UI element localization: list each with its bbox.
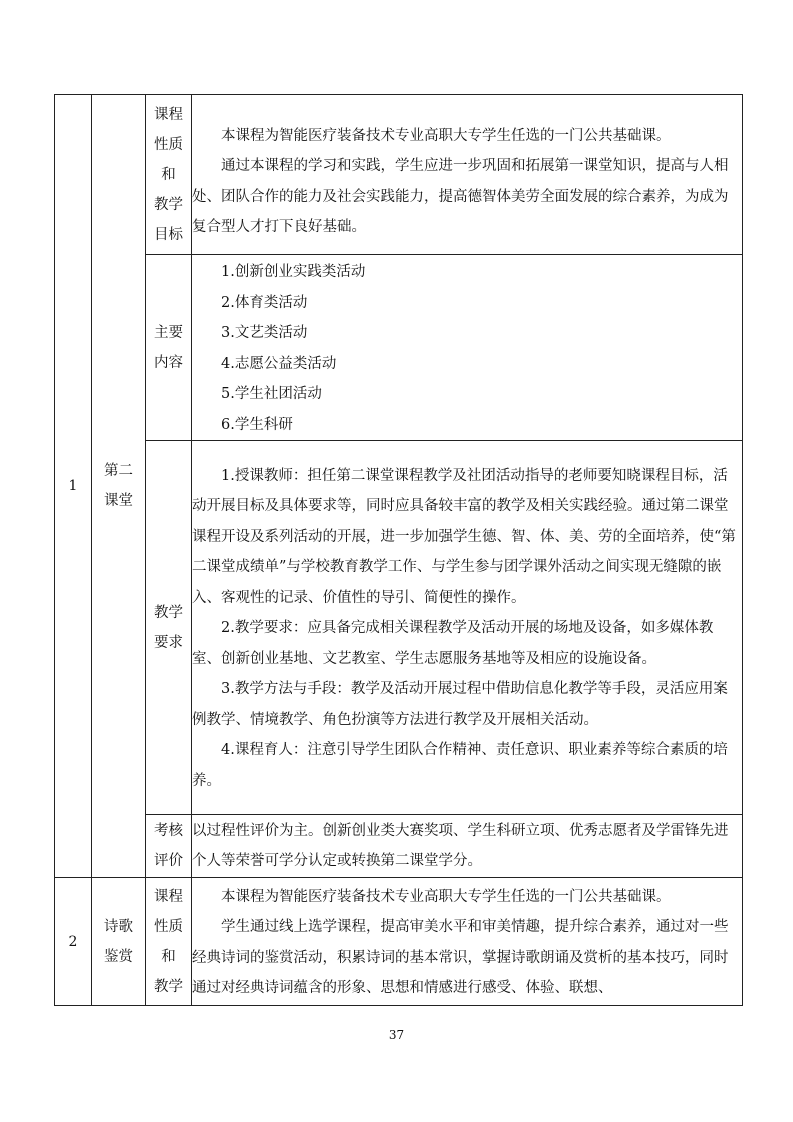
table-row <box>55 95 743 255</box>
section-label-line: 和 <box>161 166 176 183</box>
course-table <box>54 94 743 1006</box>
table-row <box>55 815 743 878</box>
content-paragraph: 2.教学要求：应具备完成相关课程教学及活动开展的场地及设备，如多媒体教室、创新创业基地、文艺教室、学生志愿服务基地等及相应的设施设备。 <box>192 620 714 667</box>
section-label-cell <box>146 441 192 815</box>
course-name-line: 第二 <box>104 463 133 479</box>
content-paragraph: 1.授课教师：担任第二课堂课程教学及社团活动指导的老师要知晓课程目标，活动开展目标及具体要求等，同时应具备较丰富的教学及相关实践经验。通过第二课堂课程开设及系列活动的开展，进一步加强学生德、智、体、美、劳的全面培养，使“第二课堂成绩单”与学校教育教学工作、与学生参与团学课外活动之间实现无缝隙的嵌入、客观性的记录、价值性的导引、简便性的操作。 <box>192 467 736 606</box>
section-label-line: 要求 <box>154 634 183 651</box>
section-label-line: 教学 <box>154 604 183 621</box>
table-row <box>55 441 743 815</box>
section-content <box>192 95 743 255</box>
section-label-line: 课程 <box>154 106 183 123</box>
section-label-cell <box>146 255 192 441</box>
section-label-line: 考核 <box>154 823 183 839</box>
section-label-line: 和 <box>161 948 176 965</box>
section-label-line: 性质 <box>154 918 183 935</box>
page-number: 37 <box>388 1028 405 1042</box>
content-paragraph: 本课程为智能医疗装备技术专业高职大专学生任选的一门公共基础课。 <box>221 888 671 905</box>
section-content <box>192 815 743 878</box>
course-name-cell <box>92 95 146 878</box>
content-paragraph: 1.创新创业实践类活动 <box>221 264 366 280</box>
content-paragraph: 3.教学方法与手段：教学及活动开展过程中借助信息化教学等手段，灵活应用案例教学、情境教学、角色扮演等方法进行教学及开展相关活动。 <box>192 681 728 728</box>
course-name-line: 诗歌 <box>104 918 133 935</box>
content-paragraph: 以过程性评价为主。创新创业类大赛奖项、学生科研立项、优秀志愿者及学雷锋先进个人等荣誉可学分认定或转换第二课堂学分。 <box>192 822 729 869</box>
row-number: 1 <box>55 95 92 878</box>
section-content <box>192 441 743 815</box>
section-label-line: 目标 <box>154 226 183 243</box>
content-paragraph: 4.志愿公益类活动 <box>221 355 337 372</box>
table-row <box>55 878 743 1006</box>
content-paragraph: 4.课程育人：注意引导学生团队合作精神、责任意识、职业素养等综合素质的培养。 <box>192 742 728 789</box>
section-label-line: 教学 <box>154 978 183 995</box>
section-content <box>192 255 743 441</box>
section-label-line: 评价 <box>154 853 183 869</box>
course-name-line: 鉴赏 <box>104 948 133 965</box>
section-label-line: 主要 <box>154 324 183 341</box>
row-number: 2 <box>55 878 92 1006</box>
section-label-line: 内容 <box>154 354 183 371</box>
content-paragraph: 6.学生科研 <box>221 416 293 433</box>
section-label-cell <box>146 878 192 1006</box>
section-label-line: 性质 <box>154 136 183 153</box>
content-paragraph: 3.文艺类活动 <box>221 325 308 341</box>
content-paragraph: 2.体育类活动 <box>221 294 308 311</box>
content-paragraph: 学生通过线上选学课程，提高审美水平和审美情趣，提升综合素养，通过对一些经典诗词的鉴赏活动，积累诗词的基本常识，掌握诗歌朗诵及赏析的基本技巧，同时通过对经典诗词蕴含的形象、思想和情感进行感受、体验、联想、 <box>192 919 729 996</box>
content-paragraph: 通过本课程的学习和实践，学生应进一步巩固和拓展第一课堂知识，提高与人相处、团队合作的能力及社会实践能力，提高德智体美劳全面发展的综合素养，为成为复合型人才打下良好基础。 <box>192 158 729 235</box>
table-row <box>55 255 743 441</box>
section-label-cell <box>146 95 192 255</box>
section-label-line: 课程 <box>154 888 183 905</box>
content-paragraph: 5.学生社团活动 <box>221 386 322 402</box>
course-name-line: 课堂 <box>104 493 133 509</box>
section-label-cell <box>146 815 192 878</box>
content-paragraph: 本课程为智能医疗装备技术专业高职大专学生任选的一门公共基础课。 <box>221 127 671 144</box>
curriculum-document <box>54 94 743 1006</box>
section-content <box>192 878 743 1006</box>
section-label-line: 教学 <box>154 196 183 213</box>
course-name-cell <box>92 878 146 1006</box>
